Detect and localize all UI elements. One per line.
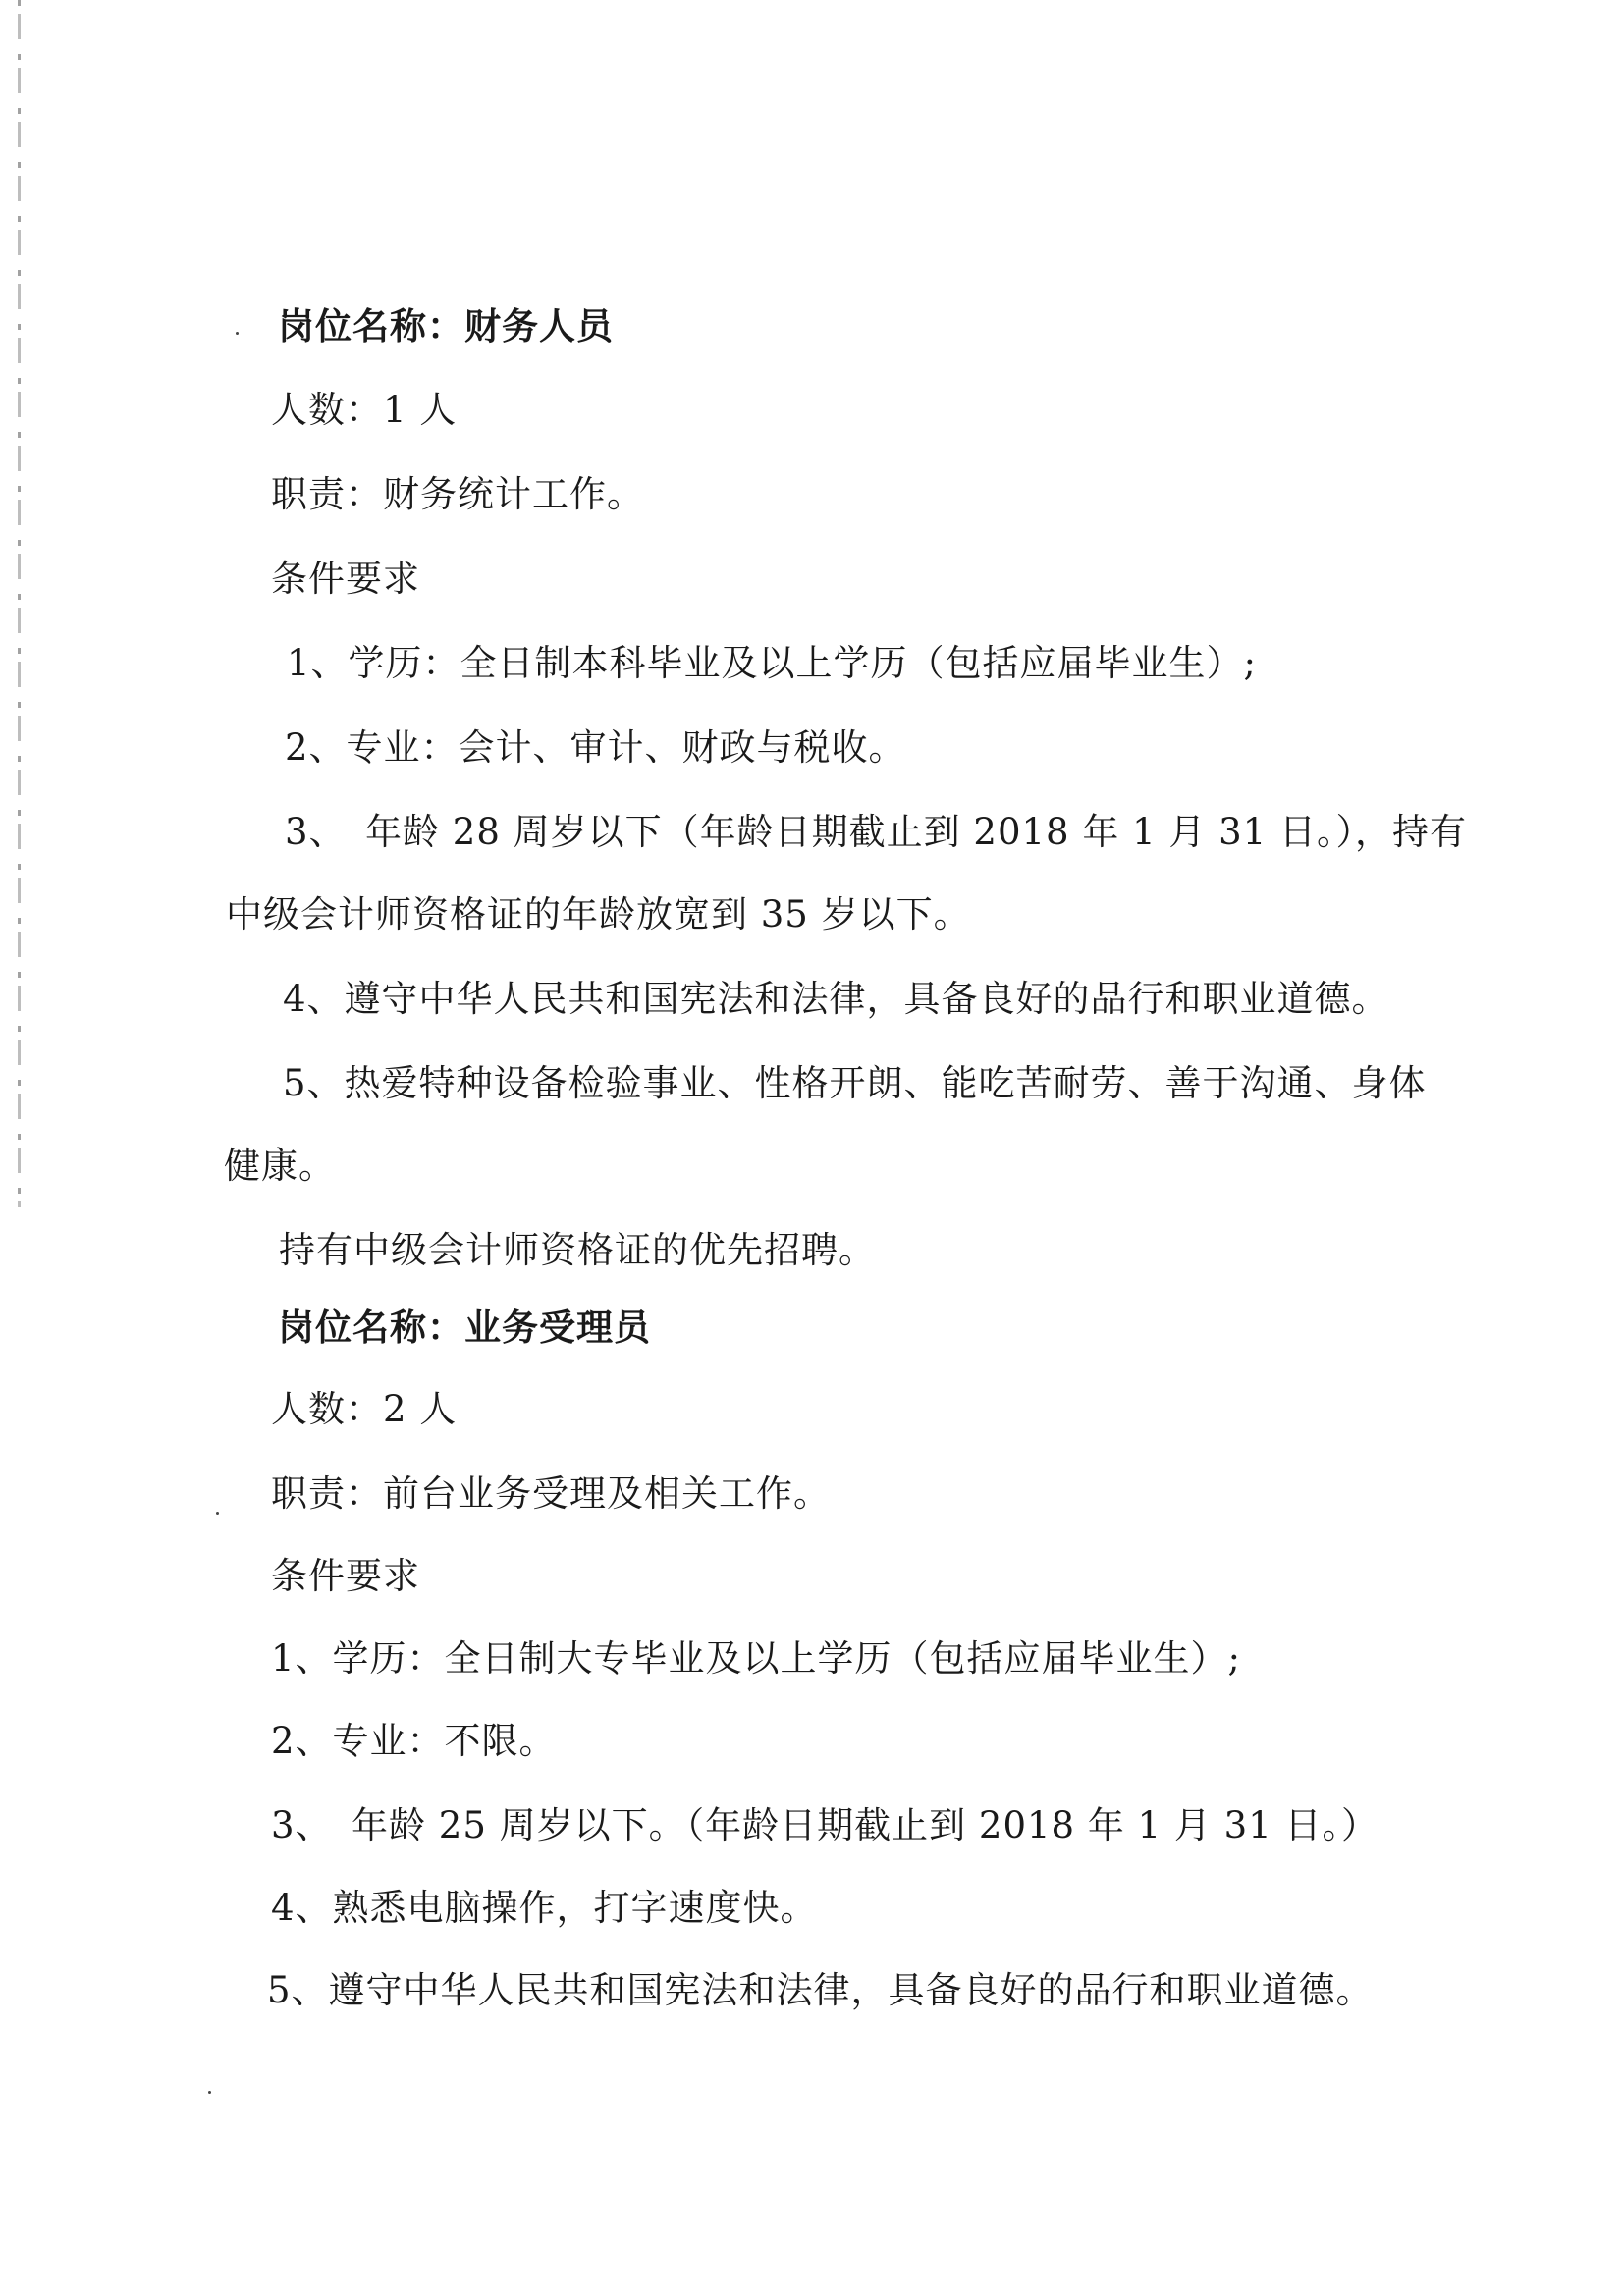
scan-dot xyxy=(236,332,239,335)
duty: 职责：财务统计工作。 xyxy=(271,473,644,515)
scan-dot xyxy=(208,2091,211,2094)
requirement-item: 4、遵守中华人民共和国宪法和法律，具备良好的品行和职业道德。 xyxy=(283,978,1389,1020)
duty: 职责：前台业务受理及相关工作。 xyxy=(271,1472,831,1515)
scan-dot xyxy=(216,1512,219,1515)
priority-note: 持有中级会计师资格证的优先招聘。 xyxy=(279,1229,876,1271)
requirement-item: 5、热爱特种设备检验事业、性格开朗、能吃苦耐劳、善于沟通、身体 xyxy=(283,1062,1427,1104)
headcount: 人数：1 人 xyxy=(271,389,458,431)
requirement-item: 3、 年龄 28 周岁以下（年龄日期截止到 2018 年 1 月 31 日。），持有 xyxy=(285,811,1467,853)
requirements-label: 条件要求 xyxy=(271,558,420,600)
section-title: 岗位名称：财务人员 xyxy=(278,304,614,347)
requirement-item: 1、学历：全日制本科毕业及以上学历（包括应届毕业生）; xyxy=(287,642,1258,684)
section-title: 岗位名称：业务受理员 xyxy=(278,1306,651,1349)
requirement-item-continued: 健康。 xyxy=(224,1145,336,1187)
requirement-item: 2、专业：会计、审计、财政与税收。 xyxy=(285,726,906,769)
scan-edge-artifact xyxy=(18,0,21,1207)
requirement-item: 1、学历：全日制大专毕业及以上学历（包括应届毕业生）; xyxy=(271,1637,1242,1680)
requirement-item: 3、 年龄 25 周岁以下。（年龄日期截止到 2018 年 1 月 31 日。） xyxy=(271,1804,1379,1846)
requirement-item: 2、专业：不限。 xyxy=(271,1720,557,1762)
requirement-item: 4、熟悉电脑操作，打字速度快。 xyxy=(271,1887,818,1929)
requirement-item-continued: 中级会计师资格证的年龄放宽到 35 岁以下。 xyxy=(226,893,971,935)
requirements-label: 条件要求 xyxy=(271,1555,420,1597)
headcount: 人数：2 人 xyxy=(271,1388,458,1430)
requirement-item: 5、遵守中华人民共和国宪法和法律，具备良好的品行和职业道德。 xyxy=(267,1969,1374,2011)
